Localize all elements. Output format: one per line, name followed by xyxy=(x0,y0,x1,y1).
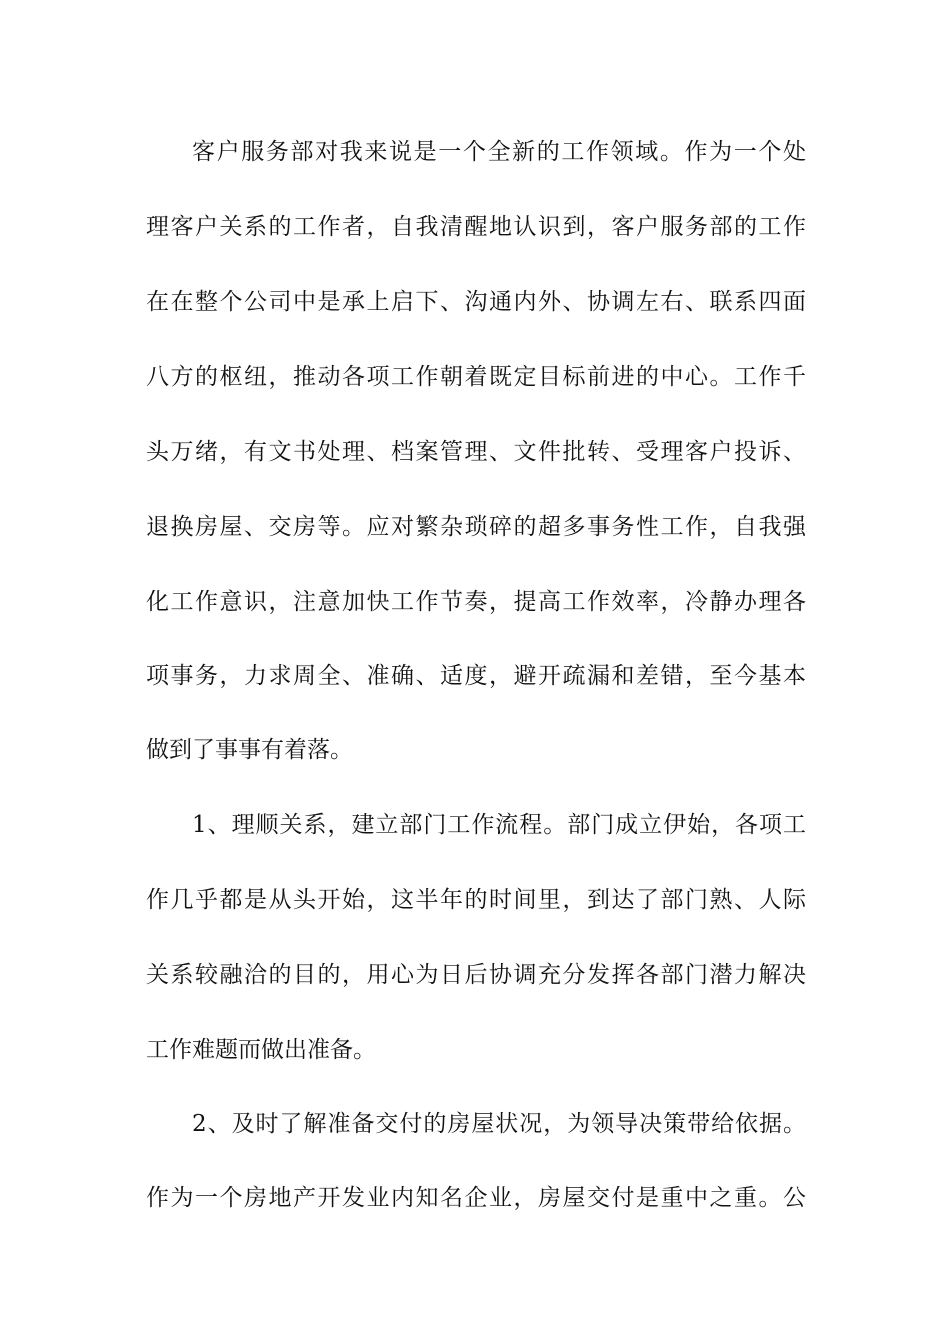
paragraph-2-line-1: 1、理顺关系，建立部门工作流程。部门成立伊始，各项工 xyxy=(192,812,806,838)
paragraph-2-line-2: 作几乎都是从头开始，这半年的时间里，到达了部门熟、人际 xyxy=(146,887,806,913)
paragraph-1-line-7: 化工作意识，注意加快工作节奏，提高工作效率，冷静办理各 xyxy=(146,589,806,615)
paragraph-2-line-4: 工作难题而做出准备。 xyxy=(146,1037,376,1063)
paragraph-2-line-3: 关系较融洽的目的，用心为日后协调充分发挥各部门潜力解决 xyxy=(146,962,806,988)
paragraph-1-line-3: 在在整个公司中是承上启下、沟通内外、协调左右、联系四面 xyxy=(146,289,806,315)
paragraph-1-line-8: 项事务，力求周全、准确、适度，避开疏漏和差错，至今基本 xyxy=(146,663,806,689)
paragraph-3-line-2: 作为一个房地产开发业内知名企业，房屋交付是重中之重。公 xyxy=(146,1185,806,1211)
paragraph-3-line-1: 2、及时了解准备交付的房屋状况，为领导决策带给依据。 xyxy=(192,1111,806,1137)
paragraph-1-line-1: 客户服务部对我来说是一个全新的工作领域。作为一个处 xyxy=(192,139,806,165)
paragraph-1-line-6: 退换房屋、交房等。应对繁杂琐碎的超多事务性工作，自我强 xyxy=(146,514,806,540)
paragraph-1-line-2: 理客户关系的工作者，自我清醒地认识到，客户服务部的工作 xyxy=(146,214,806,240)
paragraph-1-line-5: 头万绪，有文书处理、档案管理、文件批转、受理客户投诉、 xyxy=(146,439,806,465)
paragraph-1-line-4: 八方的枢纽，推动各项工作朝着既定目标前进的中心。工作千 xyxy=(146,364,806,390)
paragraph-1-line-9: 做到了事事有着落。 xyxy=(146,737,353,763)
